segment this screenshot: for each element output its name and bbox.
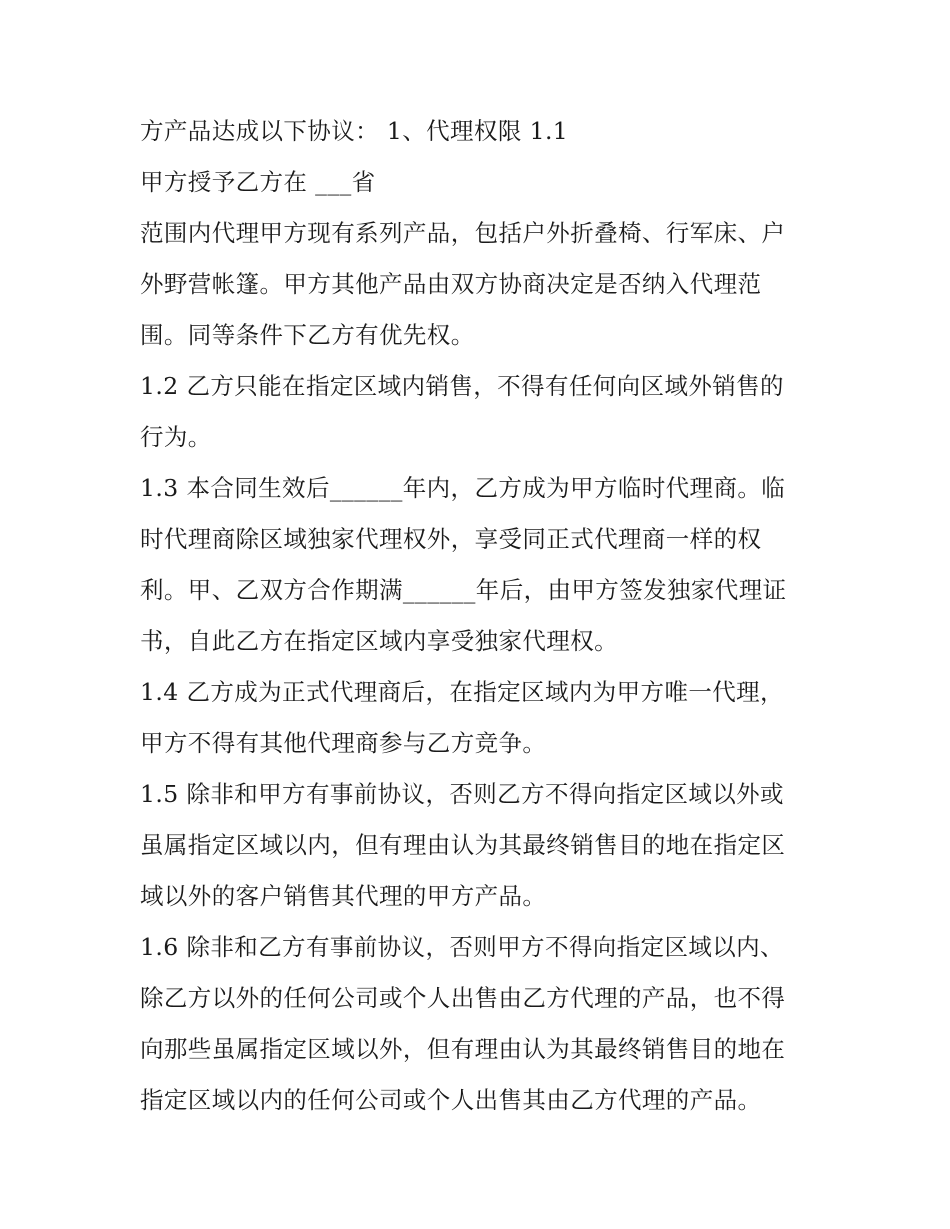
text-line: 虽属指定区域以内，但有理由认为其最终销售目的地在指定区 — [140, 831, 786, 859]
text-line: 1.3 本合同生效后______年内，乙方成为甲方临时代理商。临 — [140, 474, 786, 502]
text-line: 1.6 除非和乙方有事前协议，否则甲方不得向指定区域以内、 — [140, 933, 784, 961]
text-line: 向那些虽属指定区域以外，但有理由认为其最终销售目的地在 — [140, 1035, 786, 1063]
text-line: 除乙方以外的任何公司或个人出售由乙方代理的产品，也不得 — [140, 984, 786, 1012]
text-line: 甲方授予乙方在 ___省 — [140, 168, 376, 196]
text-line: 方产品达成以下协议： 1、代理权限 1.1 — [140, 117, 569, 145]
text-line: 围。同等条件下乙方有优先权。 — [140, 321, 475, 349]
text-line: 1.5 除非和甲方有事前协议，否则乙方不得向指定区域以外或 — [140, 780, 784, 808]
text-line: 域以外的客户销售其代理的甲方产品。 — [140, 882, 547, 910]
text-line: 利。甲、乙双方合作期满______年后，由甲方签发独家代理证 — [140, 576, 787, 604]
text-line: 外野营帐篷。甲方其他产品由双方协商决定是否纳入代理范 — [140, 270, 762, 298]
document-body — [140, 106, 820, 1126]
text-line: 1.4 乙方成为正式代理商后，在指定区域内为甲方唯一代理， — [140, 678, 784, 706]
text-line: 时代理商除区域独家代理权外，享受同正式代理商一样的权 — [140, 525, 762, 553]
text-line: 书，自此乙方在指定区域内享受独家代理权。 — [140, 627, 618, 655]
text-line: 指定区域以内的任何公司或个人出售其由乙方代理的产品。 — [140, 1086, 762, 1114]
text-line: 行为。 — [140, 423, 212, 451]
text-line: 范围内代理甲方现有系列产品，包括户外折叠椅、行军床、户 — [140, 219, 786, 247]
text-line: 1.2 乙方只能在指定区域内销售，不得有任何向区域外销售的 — [140, 372, 784, 400]
text-line: 甲方不得有其他代理商参与乙方竞争。 — [140, 729, 547, 757]
